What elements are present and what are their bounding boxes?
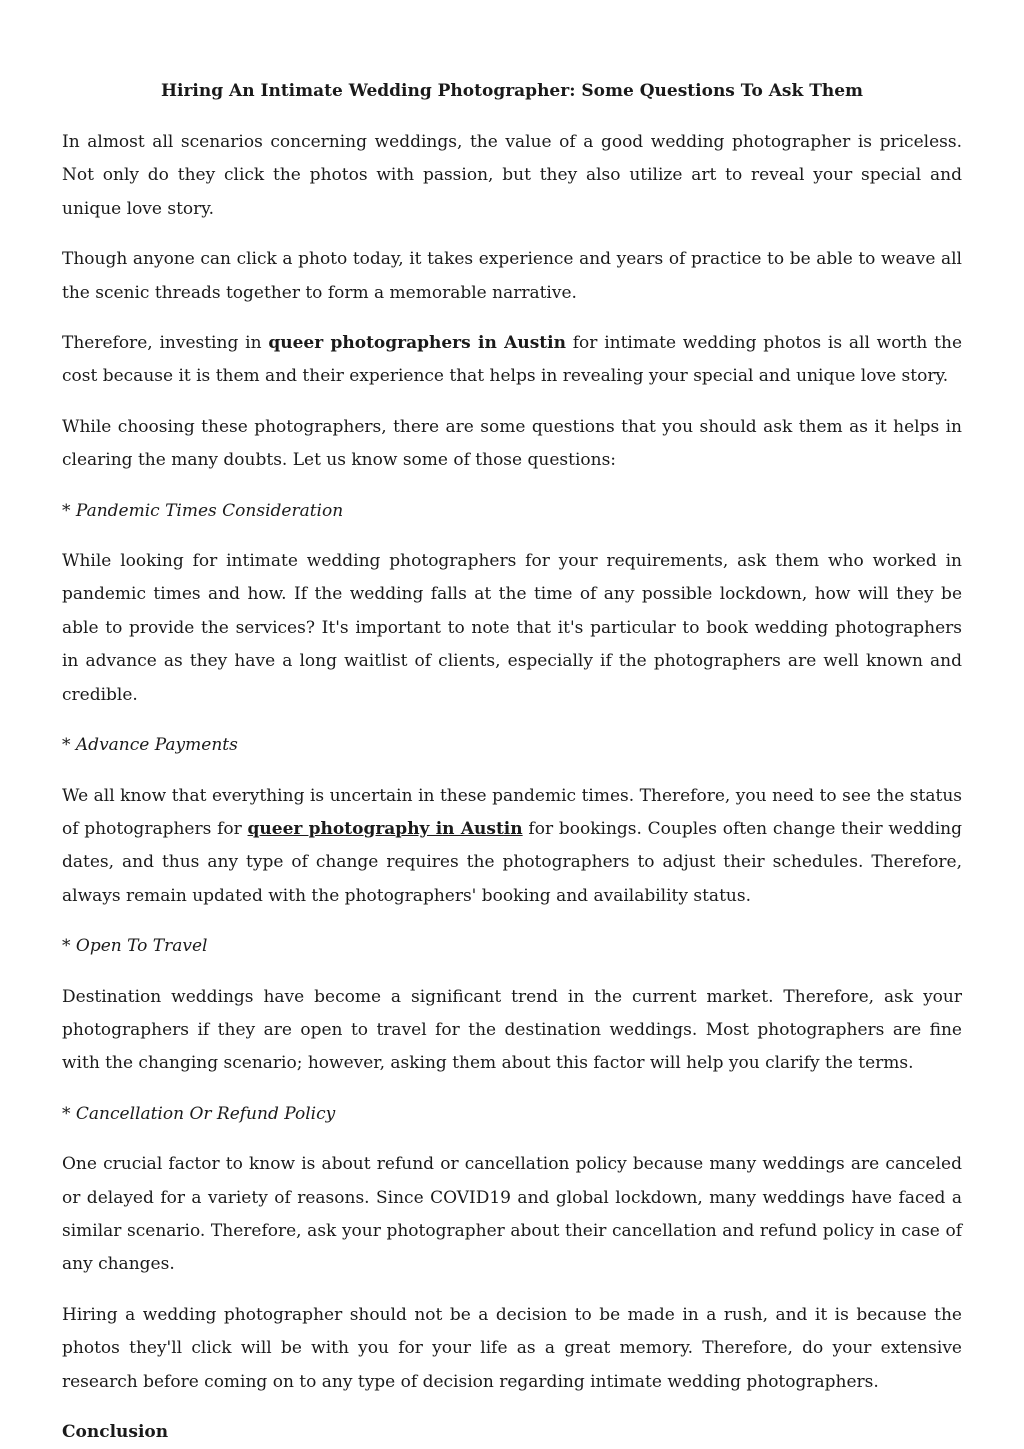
experience-paragraph: Though anyone can click a photo today, it takes experience and years of practice to be able to weave all the scenic threads together to form a memorable narrative. <box>62 249 962 303</box>
investing-paragraph <box>62 327 962 394</box>
section-heading-cancellation: * Cancellation Or Refund Policy <box>62 1103 336 1124</box>
decision-paragraph: Hiring a wedding photographer should not be a decision to be made in a rush, and it is because the photos they'll click will be with you for your life as a great memory. Therefore, do your extensive research before coming on to any type of decision regarding intimate wedding photographers. <box>62 1304 962 1392</box>
conclusion-heading: Conclusion <box>62 1422 169 1442</box>
section-heading-travel: * Open To Travel <box>62 936 208 957</box>
advance-text-after: for bookings. Couples often change their wedding dates, and thus any type of change requires the photographers to adjust their schedules. Therefore, always remain updated with the photographers' booking and availability status. <box>62 818 962 906</box>
queer-photographers-link[interactable]: queer photographers in Austin <box>268 333 566 354</box>
cancellation-paragraph: One crucial factor to know is about refund or cancellation policy because many weddings are canceled or delayed for a variety of reasons. Since COVID19 and global lockdown, many weddings have faced a similar scenario. Therefore, ask your photographer about their cancellation and refund policy in case of any changes. <box>62 1154 962 1275</box>
choosing-paragraph: While choosing these photographers, there are some questions that you should ask them as it helps in clearing the many doubts. Let us know some of those questions: <box>62 416 962 471</box>
investing-text-after: for intimate wedding photos is all worth the cost because it is them and their experience that helps in revealing your special and unique love story. <box>62 333 963 387</box>
queer-photography-link[interactable]: queer photography in Austin <box>247 818 523 839</box>
section-heading-advance-payments: * Advance Payments <box>62 735 238 756</box>
intro-paragraph: In almost all scenarios concerning weddings, the value of a good wedding photographer is priceless. Not only do they click the photos with passion, but they also utilize art to reveal your special and unique love story. <box>62 132 962 219</box>
advance-text-before: We all know that everything is uncertain in these pandemic times. Therefore, you need to see the status of photographers for <box>62 785 962 839</box>
advance-payments-paragraph <box>62 780 962 914</box>
section-heading-pandemic: * Pandemic Times Consideration <box>62 500 344 521</box>
travel-paragraph: Destination weddings have become a significant trend in the current market. Therefore, ask your photographers if they are open to travel for the destination weddings. Most photographers are fine with the changing scenario; however, asking them about this factor will help you clarify the terms. <box>62 986 962 1074</box>
document-title: Hiring An Intimate Wedding Photographer: Some Questions To Ask Them <box>160 81 864 101</box>
pandemic-paragraph: While looking for intimate wedding photographers for your requirements, ask them who worked in pandemic times and how. If the wedding falls at the time of any possible lockdown, how will they be able to provide the services? It's important to note that it's particular to book wedding photographers in advance as they have a long waitlist of clients, especially if the photographers are well known and credible. <box>62 551 962 705</box>
investing-text-before: Therefore, investing in <box>62 333 269 354</box>
